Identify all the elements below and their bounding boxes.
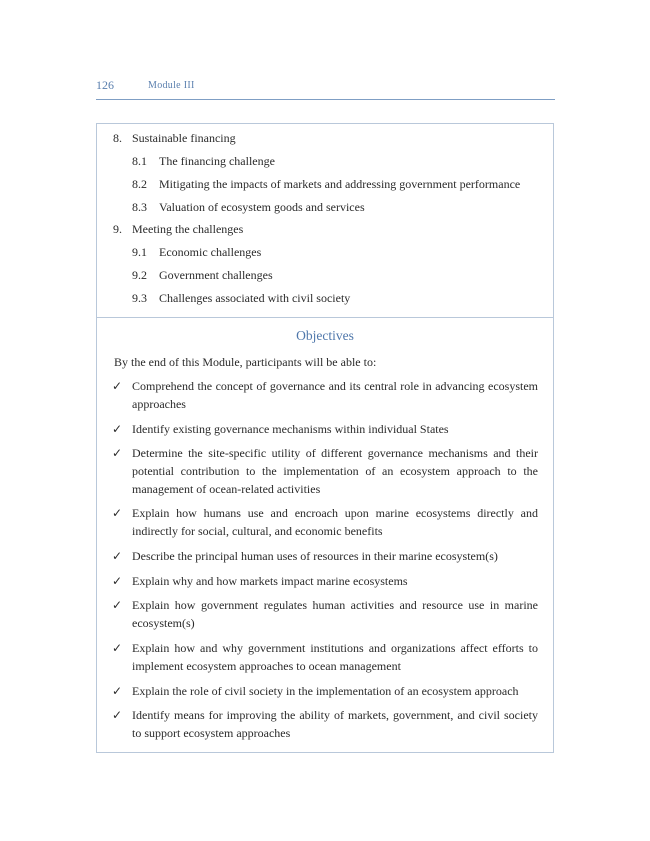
contents-item-text: Government challenges <box>159 268 273 282</box>
objective-text: Explain how government regulates human activities and resource use in marine ecosystem(s) <box>132 598 538 630</box>
objective-item <box>112 420 538 438</box>
objective-item <box>112 504 538 540</box>
check-icon: ✓ <box>112 422 123 436</box>
contents-item-number: 9.2 <box>132 268 147 282</box>
objective-item <box>112 682 538 700</box>
contents-item-text: Sustainable financing <box>132 131 236 145</box>
contents-list <box>97 124 553 317</box>
objective-text: Explain the role of civil society in the implementation of an ecosystem approach <box>132 684 519 698</box>
objectives-box <box>96 317 554 753</box>
contents-box <box>96 123 554 318</box>
objective-text: Determine the site-specific utility of different governance mechanisms and their potential contribution to the implementation of an ecosystem approach to the management of ocean-related activities <box>132 446 538 496</box>
contents-item-text: Mitigating the impacts of markets and addressing government performance <box>159 177 521 191</box>
objective-text: Explain how and why government institutions and organizations affect efforts to implement ecosystem approaches to ocean management <box>132 641 538 673</box>
check-icon: ✓ <box>112 641 123 655</box>
objectives-intro: By the end of this Module, participants will be able to: <box>114 355 377 369</box>
contents-item-text: Valuation of ecosystem goods and services <box>159 200 365 214</box>
contents-item-number: 9. <box>113 222 122 236</box>
objective-item <box>112 444 538 498</box>
contents-item <box>132 200 365 215</box>
objective-text: Comprehend the concept of governance and its central role in advancing ecosystem approaches <box>132 379 538 411</box>
contents-item <box>132 154 275 169</box>
contents-item <box>132 245 261 260</box>
contents-item-text: Economic challenges <box>159 245 262 259</box>
check-icon: ✓ <box>112 549 123 563</box>
objective-item <box>112 572 538 590</box>
contents-item-number: 8. <box>113 131 122 145</box>
objective-text: Identify means for improving the ability of markets, government, and civil society to support ecosystem approaches <box>132 708 538 740</box>
contents-item-text: Challenges associated with civil society <box>159 291 351 305</box>
contents-item-number: 8.3 <box>132 200 147 214</box>
objective-item <box>112 547 538 565</box>
objective-item <box>112 706 538 742</box>
contents-item-number: 9.1 <box>132 245 147 259</box>
objective-item <box>112 596 538 632</box>
check-icon: ✓ <box>112 446 123 460</box>
contents-item-text: Meeting the challenges <box>132 222 244 236</box>
objective-item <box>112 639 538 675</box>
objective-item <box>112 377 538 413</box>
objective-text: Explain how humans use and encroach upon marine ecosystems directly and indirectly for social, cultural, and economic benefits <box>132 506 538 538</box>
objective-text: Identify existing governance mechanisms within individual States <box>132 422 449 436</box>
contents-item <box>132 268 273 283</box>
contents-item-number: 8.1 <box>132 154 147 168</box>
check-icon: ✓ <box>112 684 123 698</box>
check-icon: ✓ <box>112 379 123 393</box>
contents-item <box>113 222 243 237</box>
objective-text: Explain why and how markets impact marine ecosystems <box>132 574 408 588</box>
page-number: 126 <box>96 78 114 92</box>
contents-item-text: The financing challenge <box>159 154 275 168</box>
objectives-title: Objectives <box>296 328 354 343</box>
contents-item-number: 9.3 <box>132 291 147 305</box>
contents-item <box>132 291 350 306</box>
module-title: Module III <box>148 80 195 91</box>
page-header <box>96 78 555 100</box>
contents-item <box>113 131 236 146</box>
check-icon: ✓ <box>112 506 123 520</box>
check-icon: ✓ <box>112 574 123 588</box>
check-icon: ✓ <box>112 708 123 722</box>
check-icon: ✓ <box>112 598 123 612</box>
contents-item-number: 8.2 <box>132 177 147 191</box>
contents-item <box>132 177 520 192</box>
objective-text: Describe the principal human uses of resources in their marine ecosystem(s) <box>132 549 498 563</box>
